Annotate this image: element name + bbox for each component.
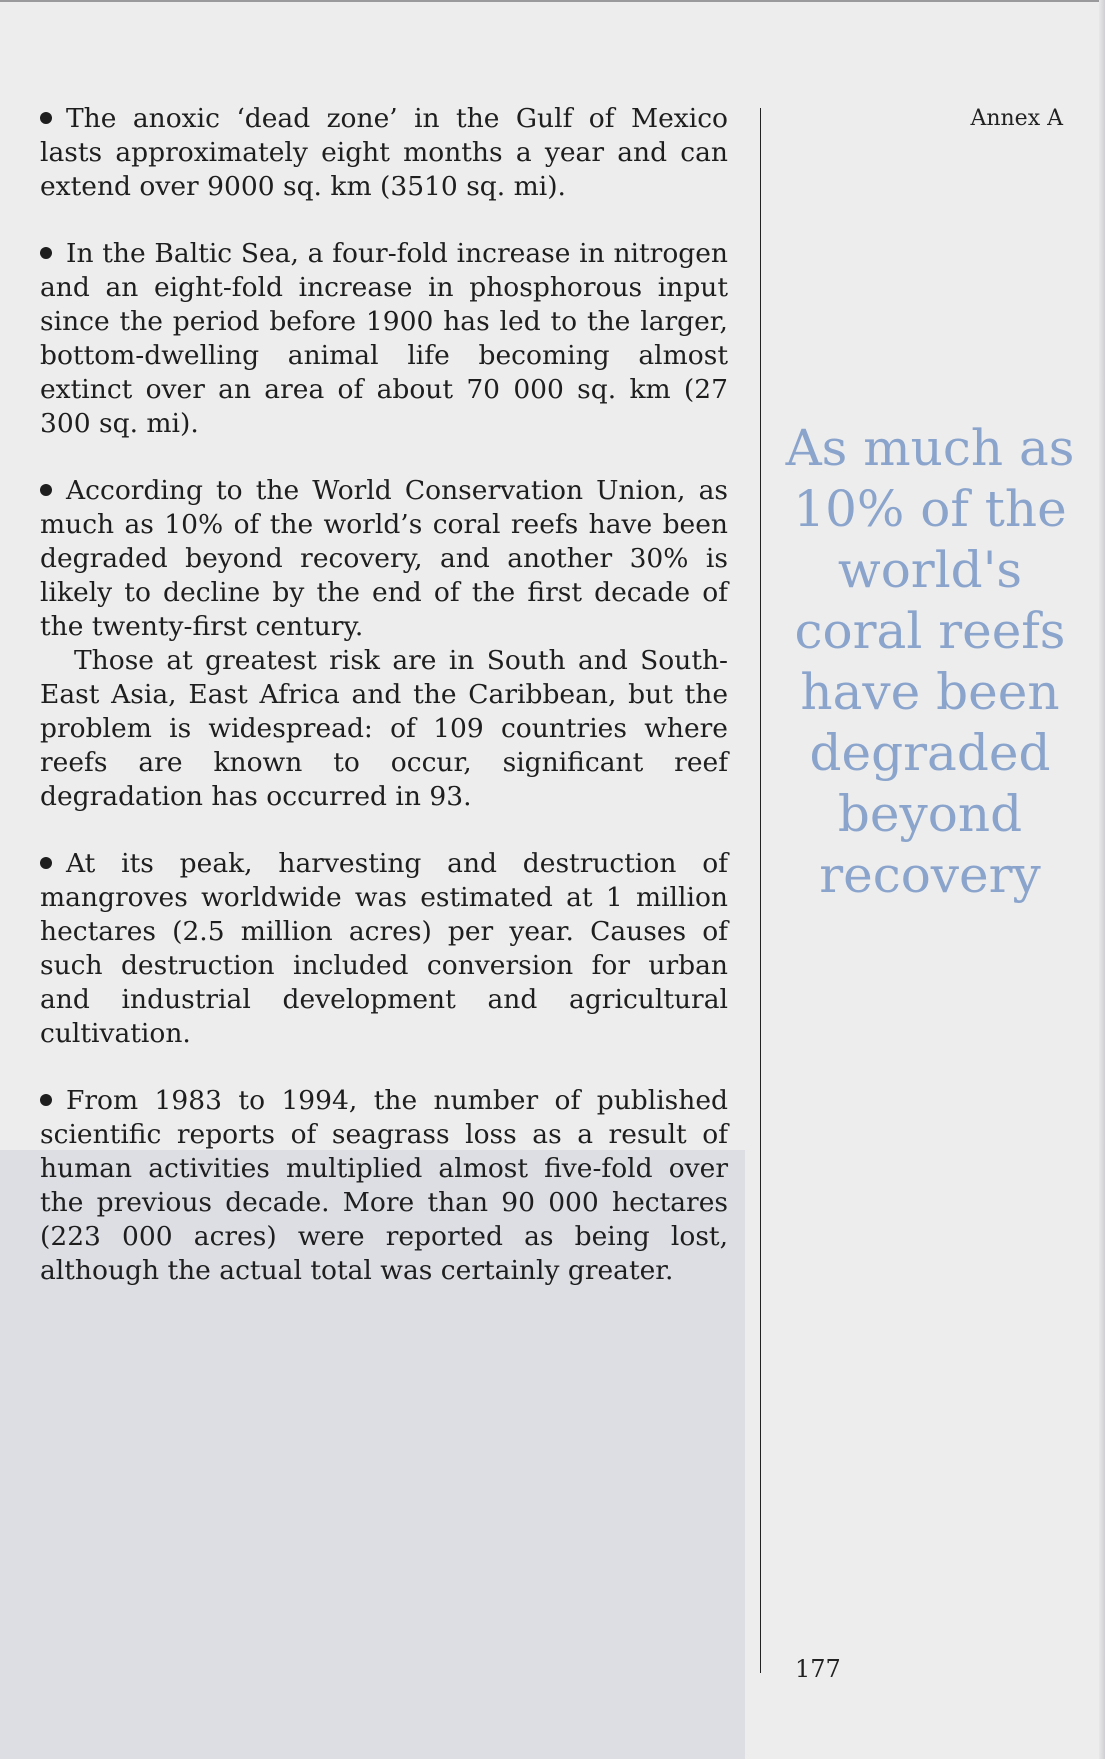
bullet-icon [40,112,52,124]
running-head: Annex A [970,106,1063,131]
page-top-edge [0,0,1105,2]
paragraph-dead-zone: The anoxic ‘dead zone’ in the Gulf of Mexico lasts approximately eight months a year and can extend over 9000 sq. km (3510 sq. mi). [40,103,728,202]
paragraph-baltic-sea: In the Baltic Sea, a four-fold increase in nitrogen and an eight-fold increase in phosphorous input since the period before 1900 has led to the larger, bottom-dwelling animal life becoming almost extinct over an area of about 70 000 sq. km (27 300 sq. mi). [40,238,728,439]
bullet-icon [40,1094,52,1106]
paragraph-coral-reefs: According to the World Conservation Union, as much as 10% of the world’s coral reefs have been degraded beyond recovery, and another 30% is likely to decline by the end of the first decade of the twenty-first century. [40,475,728,642]
bullet-icon [40,857,52,869]
column-divider [760,108,761,1673]
page-right-edge [1099,0,1105,1759]
main-text-column [40,102,728,1321]
page-number: 177 [795,1655,841,1683]
paragraph-mangroves: At its peak, harvesting and destruction of mangroves worldwide was estimated at 1 million hectares (2.5 million acres) per year. Causes of such destruction included conversion for urban and industrial development and agricultural cultivation. [40,848,728,1049]
bullet-icon [40,484,52,496]
bullet-icon [40,247,52,259]
pull-quote: As much as 10% of the world's coral reefs have been degraded beyond recovery [785,419,1075,904]
paragraph-coral-risk: Those at greatest risk are in South and South-East Asia, East Africa and the Caribbean, but the problem is widespread: of 109 countries where reefs are known to occur, significant reef degradation has occurred in 93. [40,645,728,812]
paragraph-seagrass: From 1983 to 1994, the number of published scientific reports of seagrass loss as a result of human activities multiplied almost five-fold over the previous decade. More than 90 000 hectares (223 000 acres) were reported as being lost, although the actual total was certainly greater. [40,1085,728,1286]
